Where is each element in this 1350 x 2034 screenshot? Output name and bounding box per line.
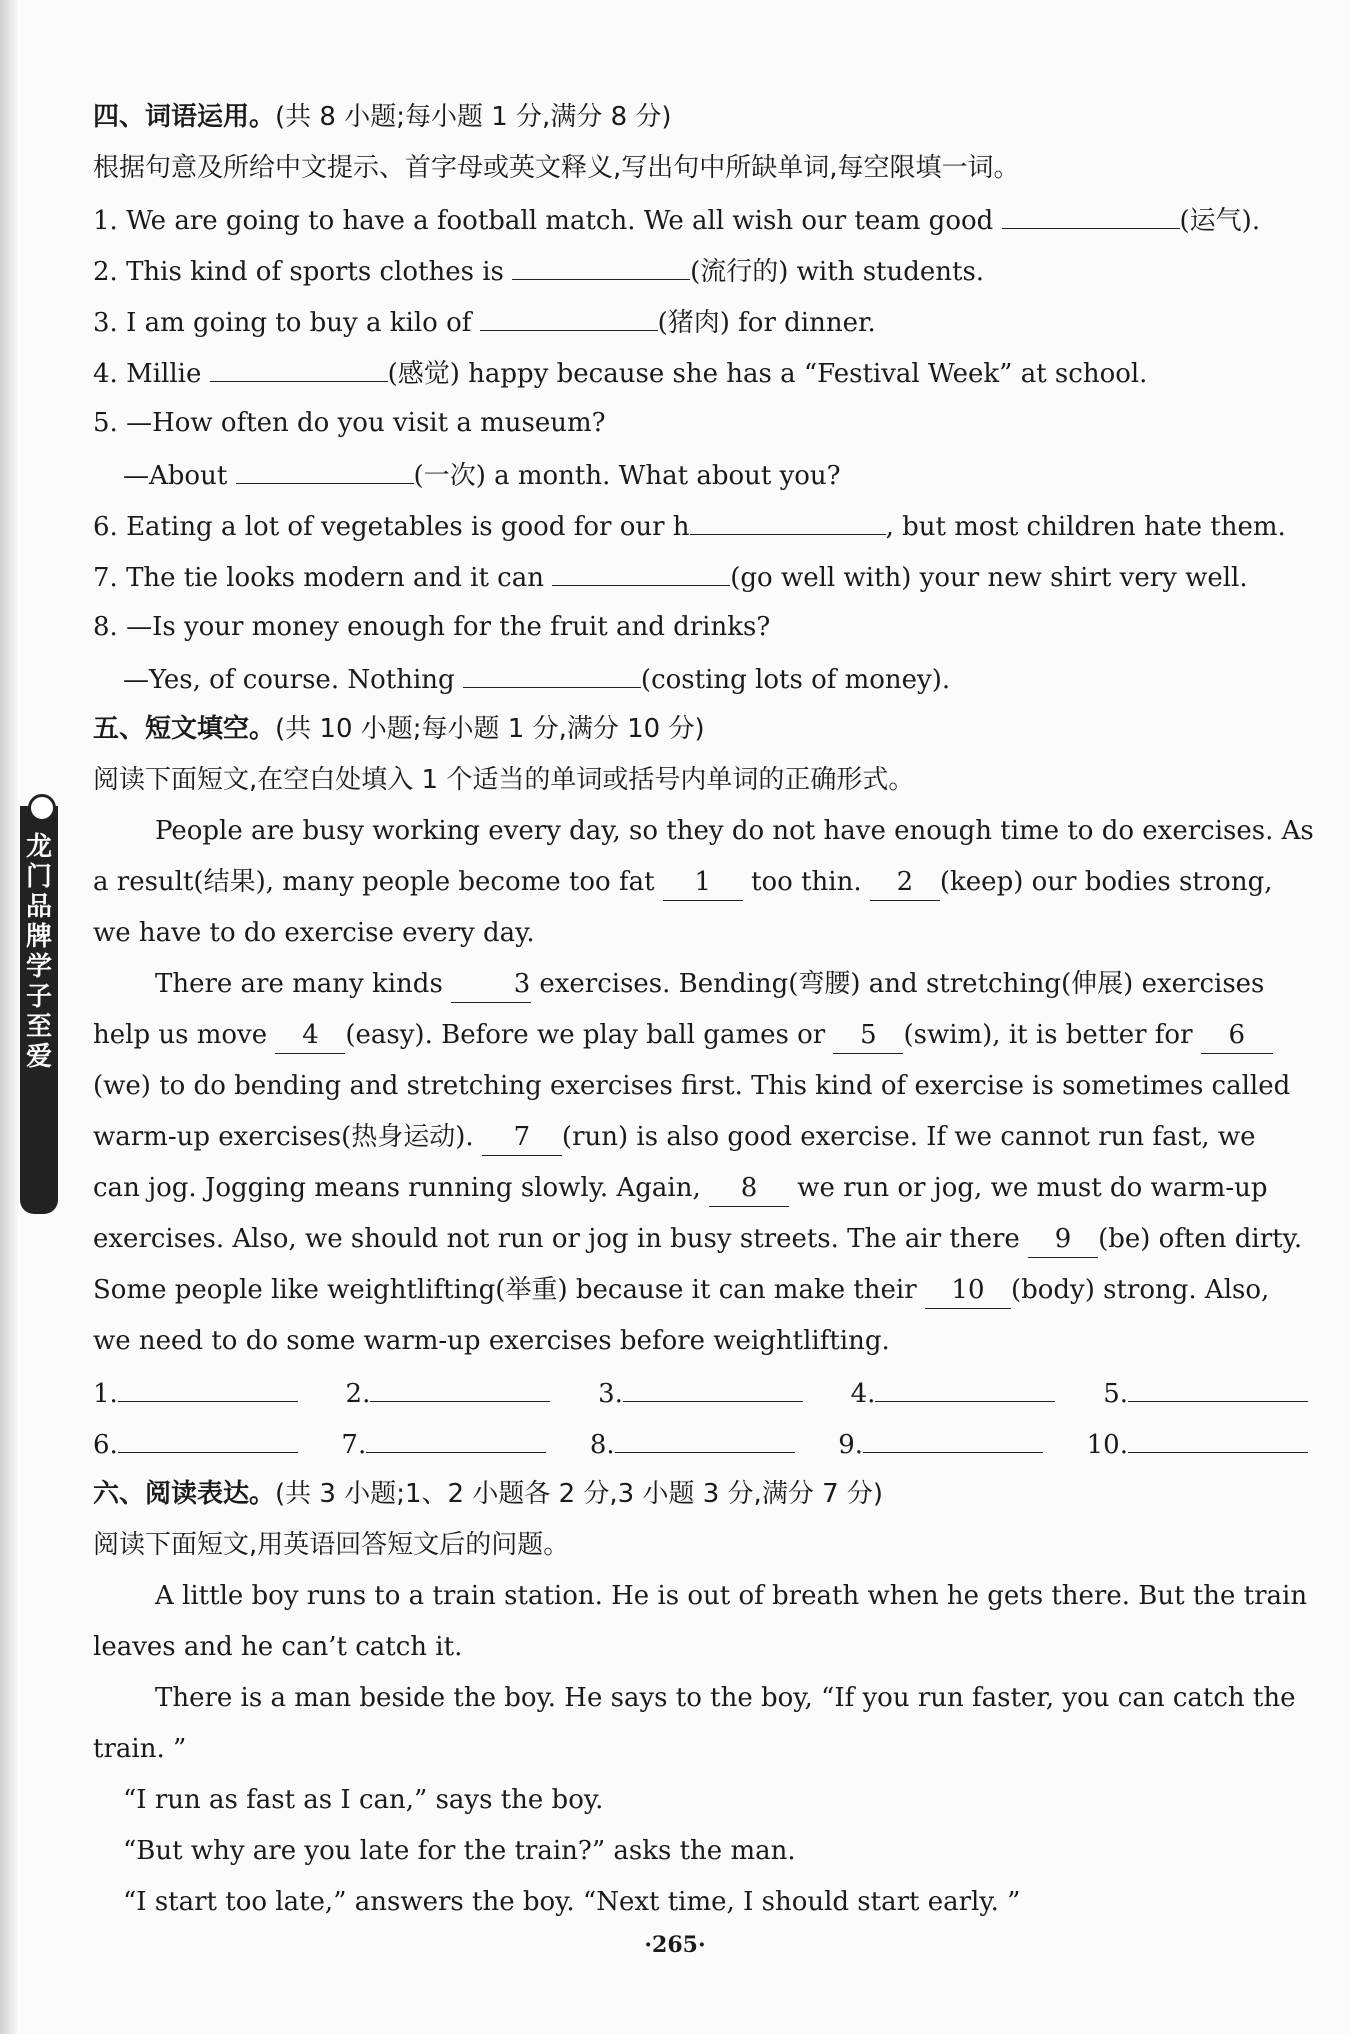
passage-line: People are busy working every day, so they do not have enough time to do exercises. As	[155, 816, 1314, 846]
question-8-answer: —Yes, of course. Nothing (costing lots of money).	[93, 653, 1308, 704]
question-6: 6. Eating a lot of vegetables is good for our h , but most children hate them.	[93, 500, 1308, 551]
cloze-blank-6[interactable]: 6	[1201, 1019, 1273, 1054]
answer-blank-1[interactable]	[1002, 194, 1180, 229]
passage-line: “I start too late,” answers the boy. “Next time, I should start early. ”	[123, 1887, 1021, 1917]
question-5-answer: —About (一次) a month. What about you?	[93, 449, 1308, 500]
question-8: 8. —Is your money enough for the fruit and drinks?	[93, 612, 771, 642]
passage-line: leaves and he can’t catch it.	[93, 1632, 463, 1662]
answer-slot: 3.	[598, 1367, 803, 1418]
question-2: 2. This kind of sports clothes is (流行的) with students.	[93, 245, 1308, 296]
passage-line: exercises. Also, we should not run or jog in busy streets. The air there 9 (be) often dirty.	[93, 1214, 1308, 1265]
cloze-blank-4[interactable]: 4	[275, 1019, 345, 1054]
cloze-blank-8[interactable]: 8	[709, 1172, 789, 1207]
answer-line[interactable]	[370, 1367, 550, 1402]
answer-line[interactable]	[118, 1418, 298, 1453]
answer-line[interactable]	[863, 1418, 1043, 1453]
cloze-blank-7[interactable]: 7	[482, 1121, 562, 1156]
page-edge-shadow	[0, 0, 18, 2034]
answer-blank-4[interactable]	[210, 347, 388, 382]
answer-line[interactable]	[118, 1367, 298, 1402]
page-number: ·265·	[644, 1932, 706, 1958]
cloze-blank-9[interactable]: 9	[1028, 1223, 1098, 1258]
answer-slot: 6.	[93, 1418, 298, 1469]
question-1: 1. We are going to have a football match. We all wish our team good (运气).	[93, 194, 1308, 245]
answer-line[interactable]	[623, 1367, 803, 1402]
answer-line[interactable]	[615, 1418, 795, 1453]
answer-row-1	[93, 1367, 1308, 1418]
passage-line: Some people like weightlifting(举重) because it can make their 10 (body) strong. Also,	[93, 1265, 1308, 1316]
tab-dot	[28, 794, 56, 822]
passage-line: we have to do exercise every day.	[93, 918, 535, 948]
answer-slot: 5.	[1103, 1367, 1308, 1418]
cloze-blank-1[interactable]: 1	[663, 866, 743, 901]
passage-line: we need to do some warm-up exercises before weightlifting.	[93, 1326, 890, 1356]
answer-line[interactable]	[366, 1418, 546, 1453]
answer-slot: 8.	[590, 1418, 795, 1469]
passage-line: “I run as fast as I can,” says the boy.	[123, 1785, 604, 1815]
cloze-blank-3[interactable]: 3	[451, 968, 531, 1003]
passage-line: a result(结果), many people become too fat 1 too thin. 2 (keep) our bodies strong,	[93, 857, 1308, 908]
answer-line[interactable]	[875, 1367, 1055, 1402]
section4-instruction: 根据句意及所给中文提示、首字母或英文释义,写出句中所缺单词,每空限填一词。	[93, 153, 1020, 183]
passage-line: help us move 4 (easy). Before we play ball games or 5 (swim), it is better for 6	[93, 1010, 1308, 1061]
passage-line: train. ”	[93, 1734, 187, 1764]
answer-blank-6[interactable]	[690, 500, 886, 535]
answer-slot: 1.	[93, 1367, 298, 1418]
section5-instruction: 阅读下面短文,在空白处填入 1 个适当的单词或括号内单词的正确形式。	[93, 765, 915, 795]
answer-blank-5[interactable]	[236, 449, 414, 484]
section6-instruction: 阅读下面短文,用英语回答短文后的问题。	[93, 1530, 570, 1560]
answer-slot: 7.	[341, 1418, 546, 1469]
passage-line: There is a man beside the boy. He says to the boy, “If you run faster, you can catch the	[155, 1683, 1296, 1713]
answer-blank-7[interactable]	[552, 551, 730, 586]
answer-slot: 2.	[346, 1367, 551, 1418]
answer-row-2	[93, 1418, 1308, 1469]
question-4: 4. Millie (感觉) happy because she has a “Festival Week” at school.	[93, 347, 1308, 398]
question-5: 5. —How often do you visit a museum?	[93, 408, 606, 438]
worksheet-content	[93, 92, 1314, 1928]
answer-blank-3[interactable]	[480, 296, 658, 331]
passage-line: warm-up exercises(热身运动). 7 (run) is also good exercise. If we cannot run fast, we	[93, 1112, 1308, 1163]
answer-line[interactable]	[1128, 1367, 1308, 1402]
passage-line: (we) to do bending and stretching exercises first. This kind of exercise is sometimes called	[93, 1071, 1291, 1101]
cloze-blank-2[interactable]: 2	[870, 866, 940, 901]
passage-line: A little boy runs to a train station. He is out of breath when he gets there. But the train	[155, 1581, 1308, 1611]
answer-blank-2[interactable]	[512, 245, 690, 280]
section5-heading: 五、短文填空。(共 10 小题;每小题 1 分,满分 10 分)	[93, 714, 705, 744]
cloze-blank-5[interactable]: 5	[833, 1019, 903, 1054]
cloze-blank-10[interactable]: 10	[925, 1274, 1011, 1309]
answer-blank-8[interactable]	[463, 653, 641, 688]
answer-line[interactable]	[1128, 1418, 1308, 1453]
answer-slot: 10.	[1087, 1418, 1308, 1469]
passage-line: “But why are you late for the train?” asks the man.	[123, 1836, 796, 1866]
answer-slot: 9.	[838, 1418, 1043, 1469]
passage-line: can jog. Jogging means running slowly. Again, 8 we run or jog, we must do warm-up	[93, 1163, 1308, 1214]
side-tab-text: 龙门品牌学子至爱	[25, 832, 52, 1072]
question-3: 3. I am going to buy a kilo of (猪肉) for dinner.	[93, 296, 1308, 347]
section6-heading: 六、阅读表达。(共 3 小题;1、2 小题各 2 分,3 小题 3 分,满分 7 分)	[93, 1479, 884, 1509]
answer-slot: 4.	[851, 1367, 1056, 1418]
side-brand-tab	[20, 806, 58, 1214]
question-7: 7. The tie looks modern and it can (go well with) your new shirt very well.	[93, 551, 1308, 602]
passage-line: There are many kinds 3 exercises. Bending(弯腰) and stretching(伸展) exercises	[93, 959, 1308, 1010]
section4-heading: 四、词语运用。(共 8 小题;每小题 1 分,满分 8 分)	[93, 102, 672, 132]
